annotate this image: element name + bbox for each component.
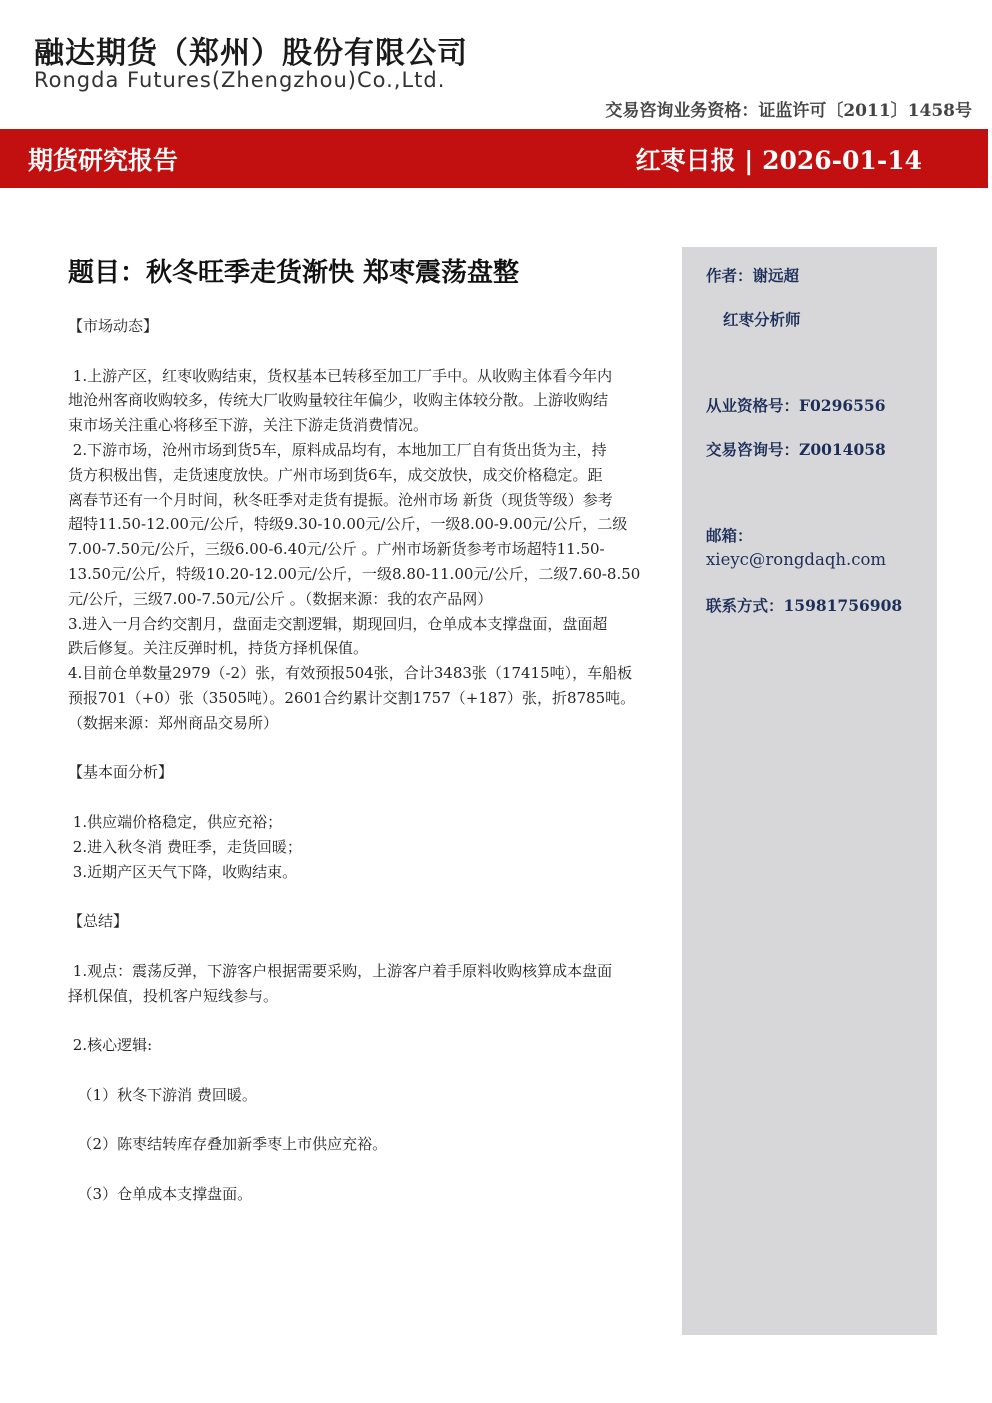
body-line bbox=[68, 934, 672, 959]
body-line: 4.目前仓单数量2979（-2）张，有效预报504张，合计3483张（17415吨），车船板 bbox=[68, 664, 633, 683]
body-line bbox=[68, 1157, 672, 1182]
report-type: 期货研究报告 bbox=[28, 146, 179, 175]
body-line: 【市场动态】 bbox=[68, 317, 159, 335]
body-line: 13.50元/公斤，特级10.20-12.00元/公斤，一级8.80-11.00元/公斤，二级7.60-8.50 bbox=[68, 564, 641, 583]
report-title: 题目：秋冬旺季走货渐快 郑枣震荡盘整 bbox=[68, 258, 520, 288]
body-line bbox=[68, 339, 672, 364]
consult-number: 交易咨询号：Z0014058 bbox=[706, 440, 886, 459]
body-line bbox=[68, 1058, 672, 1083]
email-address[interactable]: xieyc@rongdaqh.com bbox=[706, 550, 887, 569]
body-line: 1.观点：震荡反弹，下游客户根据需要采购，上游客户着手原料收购核算成本盘面 bbox=[68, 961, 613, 980]
report-body bbox=[68, 314, 672, 1207]
body-line: 超特11.50-12.00元/公斤，特级9.30-10.00元/公斤，一级8.00-9.00元/公斤，二级 bbox=[68, 515, 628, 534]
contact-phone: 联系方式：15981756908 bbox=[706, 596, 903, 615]
qualification-text: 交易咨询业务资格：证监许可〔2011〕1458号 bbox=[605, 101, 972, 121]
body-line: 跌后修复。关注反弹时机，持货方择机保值。 bbox=[68, 639, 369, 658]
company-name-cn: 融达期货（郑州）股份有限公司 bbox=[34, 36, 468, 71]
body-line: 1.供应端价格稳定，供应充裕； bbox=[68, 812, 283, 831]
report-date-title: 红枣日报 | 2026-01-14 bbox=[635, 146, 922, 175]
author-sidebar bbox=[682, 247, 937, 1335]
body-line: 3.近期产区天气下降，收购结束。 bbox=[68, 862, 298, 881]
body-line: 地沧州客商收购较多，传统大厂收购量较往年偏少，收购主体较分散。上游收购结 bbox=[68, 391, 609, 410]
company-name-en: Rongda Futures(Zhengzhou)Co.,Ltd. bbox=[34, 68, 446, 92]
report-banner bbox=[0, 129, 988, 188]
author-role: 红枣分析师 bbox=[723, 310, 801, 329]
body-line: 2.下游市场，沧州市场到货5车，原料成品均有，本地加工厂自有货出货为主，持 bbox=[68, 440, 607, 459]
body-line bbox=[68, 785, 672, 810]
body-line: 择机保值，投机客户短线参与。 bbox=[68, 986, 279, 1005]
body-line: 货方积极出售，走货速度放快。广州市场到货6车，成交放快，成交价格稳定。距 bbox=[68, 465, 603, 484]
body-line: 3.进入一月合约交割月，盘面走交割逻辑，期现回归，仓单成本支撑盘面，盘面超 bbox=[68, 614, 608, 633]
body-line: 7.00-7.50元/公斤，三级6.00-6.40元/公斤 。广州市场新货参考市场超特11.50- bbox=[68, 540, 605, 559]
body-line: （2）陈枣结转库存叠加新季枣上市供应充裕。 bbox=[68, 1135, 388, 1154]
body-line: 2.核心逻辑: bbox=[68, 1036, 153, 1055]
body-line: （1）秋冬下游消 费回暖。 bbox=[68, 1085, 257, 1104]
body-line bbox=[68, 884, 672, 909]
body-line bbox=[68, 1008, 672, 1033]
body-line: 【总结】 bbox=[68, 912, 129, 931]
license-number: 从业资格号：F0296556 bbox=[706, 396, 886, 415]
body-line: 束市场关注重心将移至下游，关注下游走货消费情况。 bbox=[68, 416, 429, 435]
body-line bbox=[68, 1108, 672, 1133]
body-line: （3）仓单成本支撑盘面。 bbox=[68, 1184, 253, 1203]
body-line: 元/公斤，三级7.00-7.50元/公斤 。（数据来源：我的农产品网） bbox=[68, 589, 493, 608]
body-line bbox=[68, 736, 672, 761]
body-line: 1.上游产区，红枣收购结束，货权基本已转移至加工厂手中。从收购主体看今年内 bbox=[68, 366, 613, 385]
author-name: 作者：谢远超 bbox=[706, 266, 800, 285]
body-line: 离春节还有一个月时间，秋冬旺季对走货有提振。沧州市场 新货（现货等级）参考 bbox=[68, 490, 613, 509]
body-line: 2.进入秋冬消 费旺季，走货回暖； bbox=[68, 837, 302, 856]
email-label: 邮箱： bbox=[706, 526, 753, 545]
body-line: （数据来源：郑州商品交易所） bbox=[68, 713, 279, 732]
body-line: 【基本面分析】 bbox=[68, 763, 174, 782]
body-line: 预报701（+0）张（3505吨）。2601合约累计交割1757（+187）张，折8785吨。 bbox=[68, 688, 636, 707]
